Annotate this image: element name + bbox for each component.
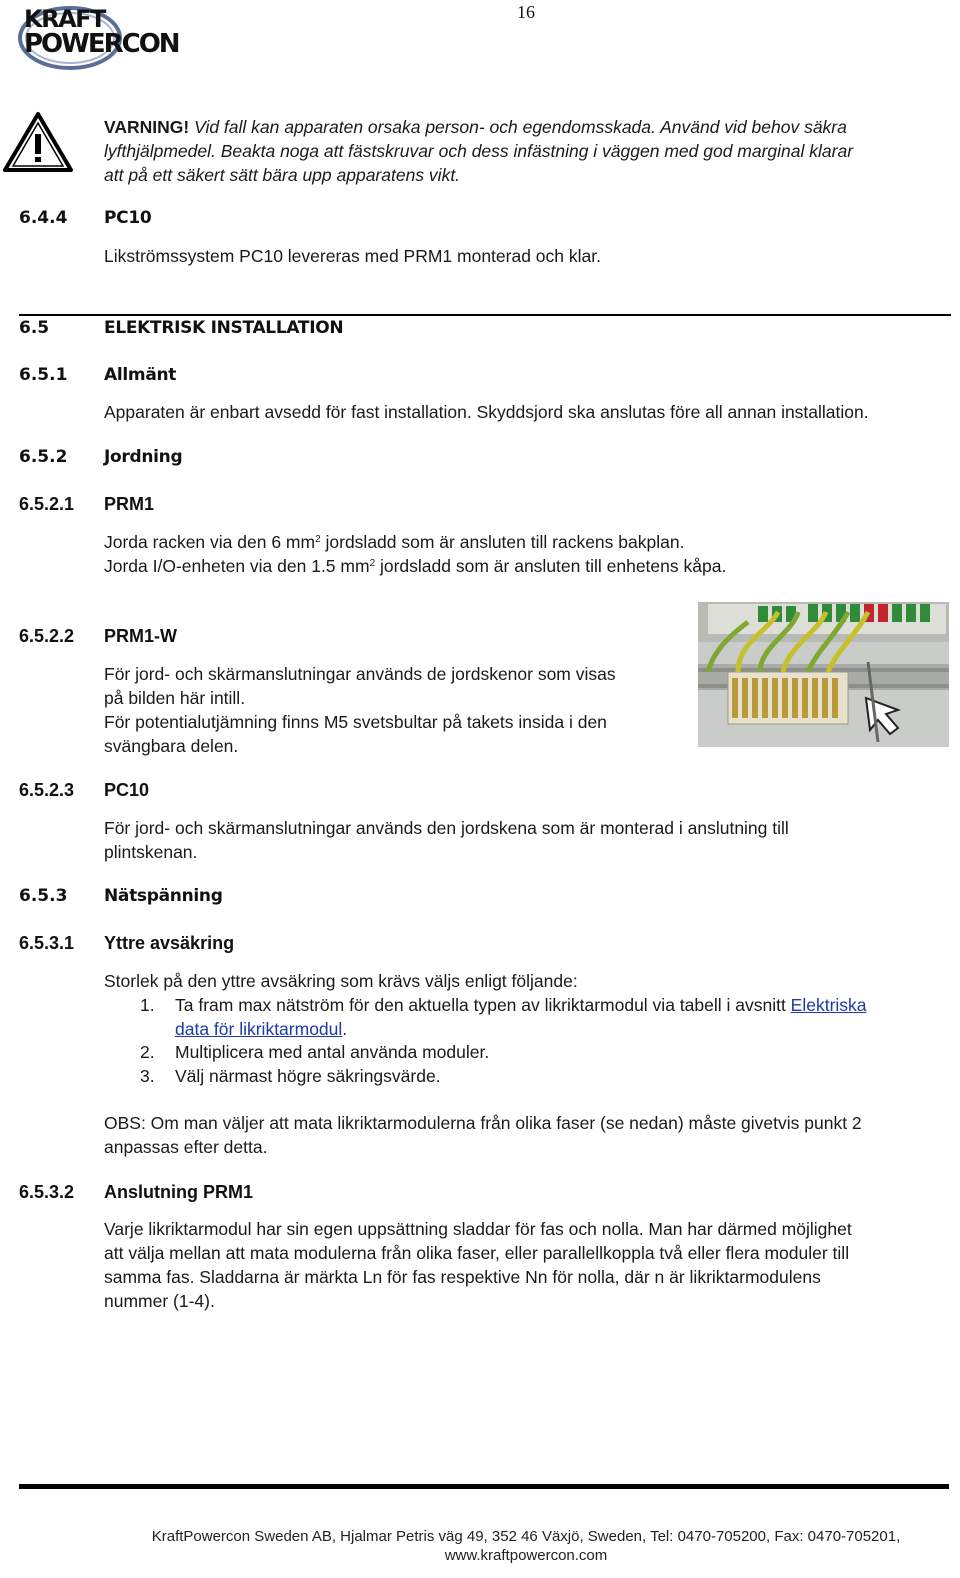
list-item-2-number: 2. (140, 1042, 155, 1062)
section-6532-line-1: Varje likriktarmodul har sin egen uppsättning sladdar för fas och nolla. Man har därmed möjlighet (104, 1219, 852, 1239)
warning-label: VARNING! (104, 117, 190, 137)
logo-line-1: KRAFT (24, 5, 105, 33)
obs-note-line-2: anpassas efter detta. (104, 1137, 268, 1157)
section-title-natspanning: Nätspänning (104, 886, 223, 906)
section-title-elektrisk-installation: ELEKTRISK INSTALLATION (104, 318, 344, 338)
earthing-rail-photo (698, 602, 949, 747)
warning-text (104, 115, 954, 187)
section-651-text: Apparaten är enbart avsedd för fast installation. Skyddsjord ska anslutas före all annan installation. (104, 402, 869, 422)
section-6523-line-2: plintskenan. (104, 842, 198, 862)
list-item-2 (140, 1040, 950, 1064)
footer (0, 1527, 960, 1546)
section-6532-line-4: nummer (1-4). (104, 1291, 215, 1311)
section-divider (19, 314, 951, 316)
list-item-3 (140, 1064, 950, 1088)
section-6521-text (104, 530, 954, 578)
section-title-pc10: PC10 (104, 208, 152, 228)
section-title-pc10-2: PC10 (104, 780, 150, 800)
footer-website: www.kraftpowercon.com (444, 1547, 608, 1564)
section-6522-line-4: svängbara delen. (104, 736, 239, 756)
section-number-644: 6.4.4 (19, 208, 68, 228)
section-6522-line-3: För potentialutjämning finns M5 svetsbultar på takets insida i den (104, 712, 607, 732)
section-6523-line-1: För jord- och skärmanslutningar används den jordskena som är monterad i anslutning till (104, 818, 789, 838)
warning-line-2: lyfthjälpmedel. Beakta noga att fästskruvar och dess infästning i väggen med god marginal klarar (104, 141, 854, 161)
section-title-anslutning-prm1: Anslutning PRM1 (104, 1182, 253, 1202)
list-item-1-text: Ta fram max nätström för den aktuella typen av likriktarmodul via tabell i avsnitt Elektriska data för likriktarmodul. (175, 995, 867, 1039)
section-title-jordning: Jordning (104, 447, 183, 467)
footer-website-wrap (0, 1546, 960, 1565)
section-number-6522: 6.5.2.2 (19, 626, 75, 646)
section-title-prm1-w: PRM1-W (104, 626, 177, 646)
section-6522-line-1: För jord- och skärmanslutningar används de jordskenor som visas (104, 664, 616, 684)
page-number: 16 (517, 2, 535, 22)
obs-note (104, 1111, 954, 1159)
footer-divider (19, 1484, 949, 1489)
logo-line-2: POWERCON (24, 29, 179, 59)
warning-line-3: att på ett säkert sätt bära upp apparatens vikt. (104, 165, 461, 185)
section-number-6531: 6.5.3.1 (19, 933, 75, 953)
warning-line-1: Vid fall kan apparaten orsaka person- och egendomsskada. Använd vid behov säkra (189, 117, 847, 137)
section-number-653: 6.5.3 (19, 886, 68, 906)
section-number-6521: 6.5.2.1 (19, 494, 75, 514)
section-6531-intro: Storlek på den yttre avsäkring som krävs väljs enligt följande: (104, 971, 578, 991)
link-elektriska-data[interactable]: Elektriska data för likriktarmodul (175, 995, 867, 1039)
list-item-1 (140, 993, 950, 1041)
list-item-2-text: Multiplicera med antal använda moduler. (175, 1042, 490, 1062)
obs-note-line-1: OBS: Om man väljer att mata likriktarmodulerna från olika faser (se nedan) måste givetvis punkt 2 (104, 1113, 862, 1133)
section-6523-text (104, 816, 954, 864)
section-6522-line-2: på bilden här intill. (104, 688, 246, 708)
section-number-6532: 6.5.3.2 (19, 1182, 75, 1202)
section-644-text: Likströmssystem PC10 levereras med PRM1 monterad och klar. (104, 246, 601, 266)
section-title-yttre-avsakring: Yttre avsäkring (104, 933, 235, 953)
section-number-6523: 6.5.2.3 (19, 780, 75, 800)
section-number-652: 6.5.2 (19, 447, 68, 467)
section-6532-line-3: samma fas. Sladdarna är märkta Ln för fas respektive Nn för nolla, där n är likriktarmodulens (104, 1267, 821, 1287)
section-6532-text (104, 1217, 954, 1313)
footer-address: KraftPowercon Sweden AB, Hjalmar Petris väg 49, 352 46 Växjö, Sweden, Tel: 0470-705200, Fax: 0470-705201, (151, 1528, 901, 1545)
section-6521-line-2: Jorda I/O-enheten via den 1.5 $mm^2$ jordsladd som är ansluten till enhetens kåpa. (104, 556, 727, 576)
company-logo (18, 4, 188, 70)
section-6522-text (104, 662, 684, 758)
section-6532-line-2: att välja mellan att mata modulerna från olika faser, eller parallellkoppla två eller flera moduler till (104, 1243, 850, 1263)
section-number-65: 6.5 (19, 318, 50, 338)
section-number-651: 6.5.1 (19, 365, 68, 385)
warning-icon (2, 110, 74, 179)
section-title-allmant: Allmänt (104, 365, 177, 385)
list-item-3-number: 3. (140, 1066, 155, 1086)
list-item-1-number: 1. (140, 995, 155, 1015)
section-title-prm1: PRM1 (104, 494, 155, 514)
section-6521-line-1: Jorda racken via den 6 $mm^2$ jordsladd som är ansluten till rackens bakplan. (104, 532, 685, 552)
list-item-3-text: Välj närmast högre säkringsvärde. (175, 1066, 441, 1086)
